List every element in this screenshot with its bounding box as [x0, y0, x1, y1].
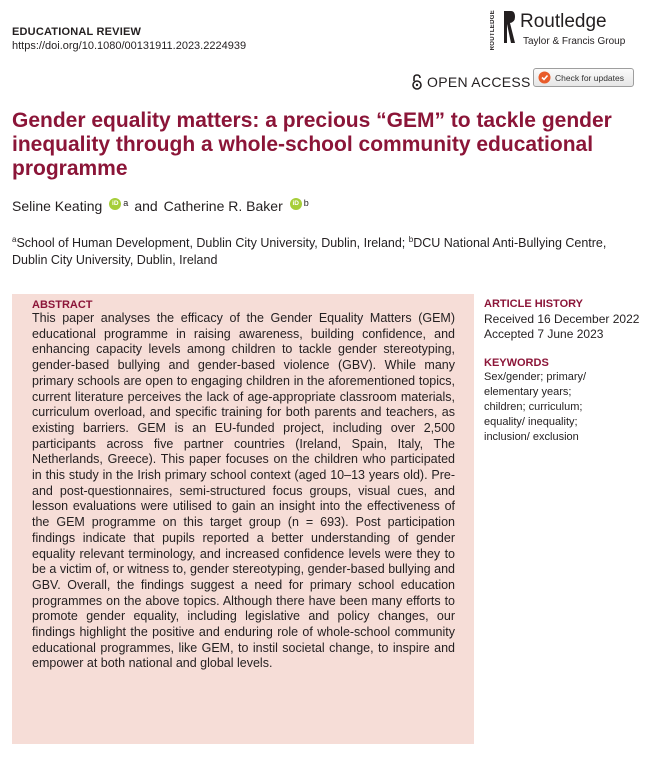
crossmark-icon	[538, 71, 551, 84]
routledge-mark-icon	[502, 9, 516, 45]
author-list	[12, 198, 309, 214]
keywords-list: Sex/gender; primary/ elementary years; children; curriculum; equality/ inequality; inclusion/ exclusion	[484, 371, 587, 443]
accepted-date: Accepted 7 June 2023	[484, 327, 604, 341]
article-title: Gender equality matters: a precious “GEM” to tackle gender inequality through a whole-school community educational programme	[12, 109, 612, 180]
received-date: Received 16 December 2022	[484, 312, 640, 326]
orcid-icon[interactable]: iD	[290, 198, 302, 210]
abstract-panel	[12, 294, 474, 744]
publisher-logo	[490, 6, 640, 50]
author-conjunction: and	[134, 198, 158, 214]
open-access-badge	[411, 73, 531, 91]
orcid-icon[interactable]: iD	[109, 198, 121, 210]
affiliation-marker: b	[303, 198, 309, 208]
journal-name: EDUCATIONAL REVIEW	[12, 26, 142, 38]
open-access-label: OPEN ACCESS	[427, 74, 531, 90]
check-updates-label: Check for updates	[555, 72, 624, 83]
author-name[interactable]: Catherine R. Baker	[163, 198, 283, 214]
open-lock-icon	[411, 74, 423, 90]
affiliations: $^a$School of Human Development, Dublin City University, Dublin, Ireland; $^b$DCU National Anti-Bullying Centre, Dublin City University, Dublin, Ireland	[12, 235, 607, 267]
doi-link[interactable]: https://doi.org/10.1080/00131911.2023.2224939	[12, 40, 247, 52]
abstract-text: This paper analyses the efficacy of the Gender Equality Matters (GEM) educational programme in raising awareness, building confidence, and enhancing capacity levels among children to tackle gender stereotyping, gender-based bullying and gender-based violence (GBV). While many primary schools are open to engaging children in the aforementioned topics, current literature perceives the lack of age-appropriate classroom materials, curriculum overload, and specific training for both parents and teachers, as existing barriers. GEM is an EU-funded project, including over 2,500 participants across five partner countries (Ireland, Spain, Italy, The Netherlands, Greece). This paper focuses on the children who participated in this study in the Irish primary school context (aged 10–13 years old). Pre- and post-questionnaires, semi-structured focus groups, visual cues, and lesson evaluations were utilised to gain an insight into the effectiveness of the GEM programme on this target group (n = 693). Post participation findings indicate that pupils reported a better understanding of gender equality relevant terminology, and increased confidence levels were they to be a victim of, or witness to, gender stereotyping, gender-based bullying and GBV. Overall, the findings suggest a need for primary school education programmes on the above topics. Although there have been many efforts to promote gender equality, including legislative and policy changes, our findings highlight the positive and enduring role of whole-school community educational programmes, like GEM, to instil societal change, to inspire and empower at both national and global levels.	[32, 311, 455, 671]
affiliation-marker: a	[123, 198, 129, 208]
publisher-vertical-label: ROUTLEDGE	[490, 10, 496, 51]
publisher-subtitle: Taylor & Francis Group	[523, 36, 626, 47]
article-history-heading: ARTICLE HISTORY	[484, 298, 584, 310]
author-name[interactable]: Seline Keating	[12, 198, 103, 214]
publisher-name: Routledge	[520, 11, 607, 32]
keywords-heading: KEYWORDS	[484, 357, 549, 369]
check-updates-button[interactable]	[533, 68, 634, 87]
abstract-heading: ABSTRACT	[32, 299, 93, 311]
